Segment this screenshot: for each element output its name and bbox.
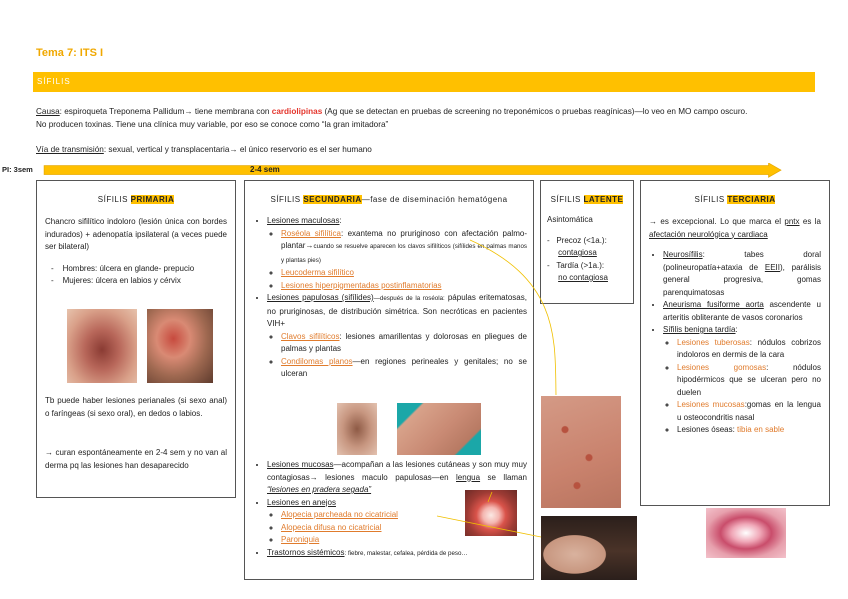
- list-item: ◦ Leucoderma sifilítico: [281, 267, 527, 280]
- list-item: - Mujeres: úlcera en labios y cérvix: [51, 276, 181, 285]
- list-item: ◦ Lesiones mucosas:gomas en la lengua u osteocondritis nasal: [677, 399, 821, 424]
- causa-label: Causa: [36, 107, 60, 116]
- page-title: Tema 7: ITS I: [36, 47, 104, 59]
- causa-text: : espiroqueta Treponema Pallidum→ tiene membrana con: [59, 107, 272, 116]
- via-text: : sexual, vertical y transplacentaria→ el único reservorio es el ser humano: [103, 145, 372, 154]
- list-item: ◦ Paroniquia: [281, 534, 527, 547]
- list-item: • Trastornos sistémicos: fiebre, malestar, cefalea, pérdida de peso…: [267, 547, 527, 561]
- list-item: ◦ Alopecia parcheada no cicatricial: [281, 509, 527, 522]
- list-item: ◦ Lesiones gomosas: nódulos hipodérmicos que se ulceran pero no duelen: [677, 362, 821, 400]
- list-item: ◦ Roséola sifilítica: exantema no pruriginoso con afectación palmo- plantar→cuando se resuelve aparecen los clavos sifilíticos (sifílides en palmas manos y plantas pies): [281, 228, 527, 268]
- terciaria-heading: SÍFILIS TERCIARIA: [694, 195, 776, 204]
- section-title: SÍFILIS: [37, 77, 71, 86]
- list-item: • Neurosífilis: tabes doral (polineuropatía+ataxia de EEII), parálisis general progresiva, gomas parenquimatosas: [663, 249, 821, 299]
- timeline-pi: PI: 3sem: [2, 165, 33, 174]
- list-item: - Tardía (>1a.): no contagiosa: [547, 260, 608, 282]
- primaria-p3: → curan espontáneamente en 2-4 sem y no van al derma pq las lesiones han desaparecido: [45, 448, 227, 470]
- list-item: ◦ Lesiones óseas: tibia en sable: [677, 424, 821, 437]
- list-item: • Lesiones mucosas—acompañan a las lesiones cutáneas y son muy muy contagiosas→ lesiones maculo papulosas—en lengua se llaman “lesiones en pradera segada”: [267, 459, 527, 497]
- timeline-mid: 2-4 sem: [250, 165, 280, 174]
- list-item: • Aneurisma fusiforme aorta ascendente u arteritis obliterante de vasos coronarios: [663, 299, 821, 324]
- primaria-heading: SÍFILIS PRIMARIA: [97, 195, 175, 204]
- secundaria-heading: SÍFILIS SECUNDARIA—fase de diseminación hematógena: [270, 195, 508, 204]
- terciaria-p1: → es excepcional. Lo que marca el pntx es la afectación neurológica y cardiaca: [649, 217, 821, 239]
- list-item: • Lesiones papulosas (sifílides)—después de la roséola: pápulas eritematosas, no pruriginosas, de distribución simétrica. Son necróticas en pacientes VIH+ ◦ Clavos sifilíticos: lesiones amarillentas y dolorosas en pliegues de palmas y plantas ◦ Condilomas planos—en regiones perineales y genitales; no se ulceran: [267, 292, 527, 381]
- list-item: ◦ Lesiones hiperpigmentadas postinflamatorias: [281, 280, 527, 293]
- latente-p1: Asintomática: [547, 215, 593, 224]
- list-item: - Hombres: úlcera en glande- prepucio: [51, 263, 195, 273]
- primaria-p2: Tb puede haber lesiones perianales (si sexo anal) o faríngeas (si sexo oral), en dedos o labios.: [45, 396, 227, 418]
- list-item: - Precoz (<1a.): contagiosa: [547, 235, 607, 257]
- latente-heading: SÍFILIS LATENTE: [550, 195, 624, 204]
- list-item: • Lesiones en anejos ◦ Alopecia parcheada no cicatricial ◦ Alopecia difusa no cicatricial ◦ Paroniquia: [267, 497, 527, 547]
- list-item: • Lesiones maculosas: ◦ Roséola sifilítica: exantema no pruriginoso con afectación palmo- plantar→cuando se resuelve aparecen los clavos sifilíticos (sifílides en palmas manos y plantas pies) ◦ Leucoderma sifilítico ◦ Lesiones hiperpigmentadas postinflamatorias: [267, 215, 527, 292]
- via-label: Vía de transmisión: [36, 145, 104, 154]
- cardiolipinas-term: cardiolipinas: [271, 107, 323, 116]
- causa-text-3: No producen toxinas. Tiene una clínica muy variable, por eso se conoce como “la gran imitadora”: [36, 119, 389, 129]
- list-item: ◦ Alopecia difusa no cicatricial: [281, 522, 527, 535]
- primaria-p1: Chancro sifilítico indoloro (lesión única con bordes indurados) + adenopatía ipsilateral (a veces puede ser bilateral): [45, 217, 227, 251]
- list-item: ◦ Condilomas planos—en regiones perineales y genitales; no se ulceran: [281, 356, 527, 381]
- causa-text-2: (Ag que se detectan en pruebas de screening no treponémicos o pruebas reagínicas)—lo veo en MO campo oscuro.: [322, 107, 748, 116]
- list-item: ◦ Clavos sifilíticos: lesiones amarillentas y dolorosas en pliegues de palmas y plantas: [281, 331, 527, 356]
- list-item: ◦ Lesiones tuberosas: nódulos cobrizos indoloros en dermis de la cara: [677, 337, 821, 362]
- list-item: • Sífilis benigna tardía: ◦ Lesiones tuberosas: nódulos cobrizos indoloros en dermis de la cara ◦ Lesiones gomosas: nódulos hipodérmicos que se ulceran pero no duelen ◦ Lesiones mucosas:gomas en la lengua u osteocondritis nasal ◦ Lesiones óseas: tibia en sable: [663, 324, 821, 437]
